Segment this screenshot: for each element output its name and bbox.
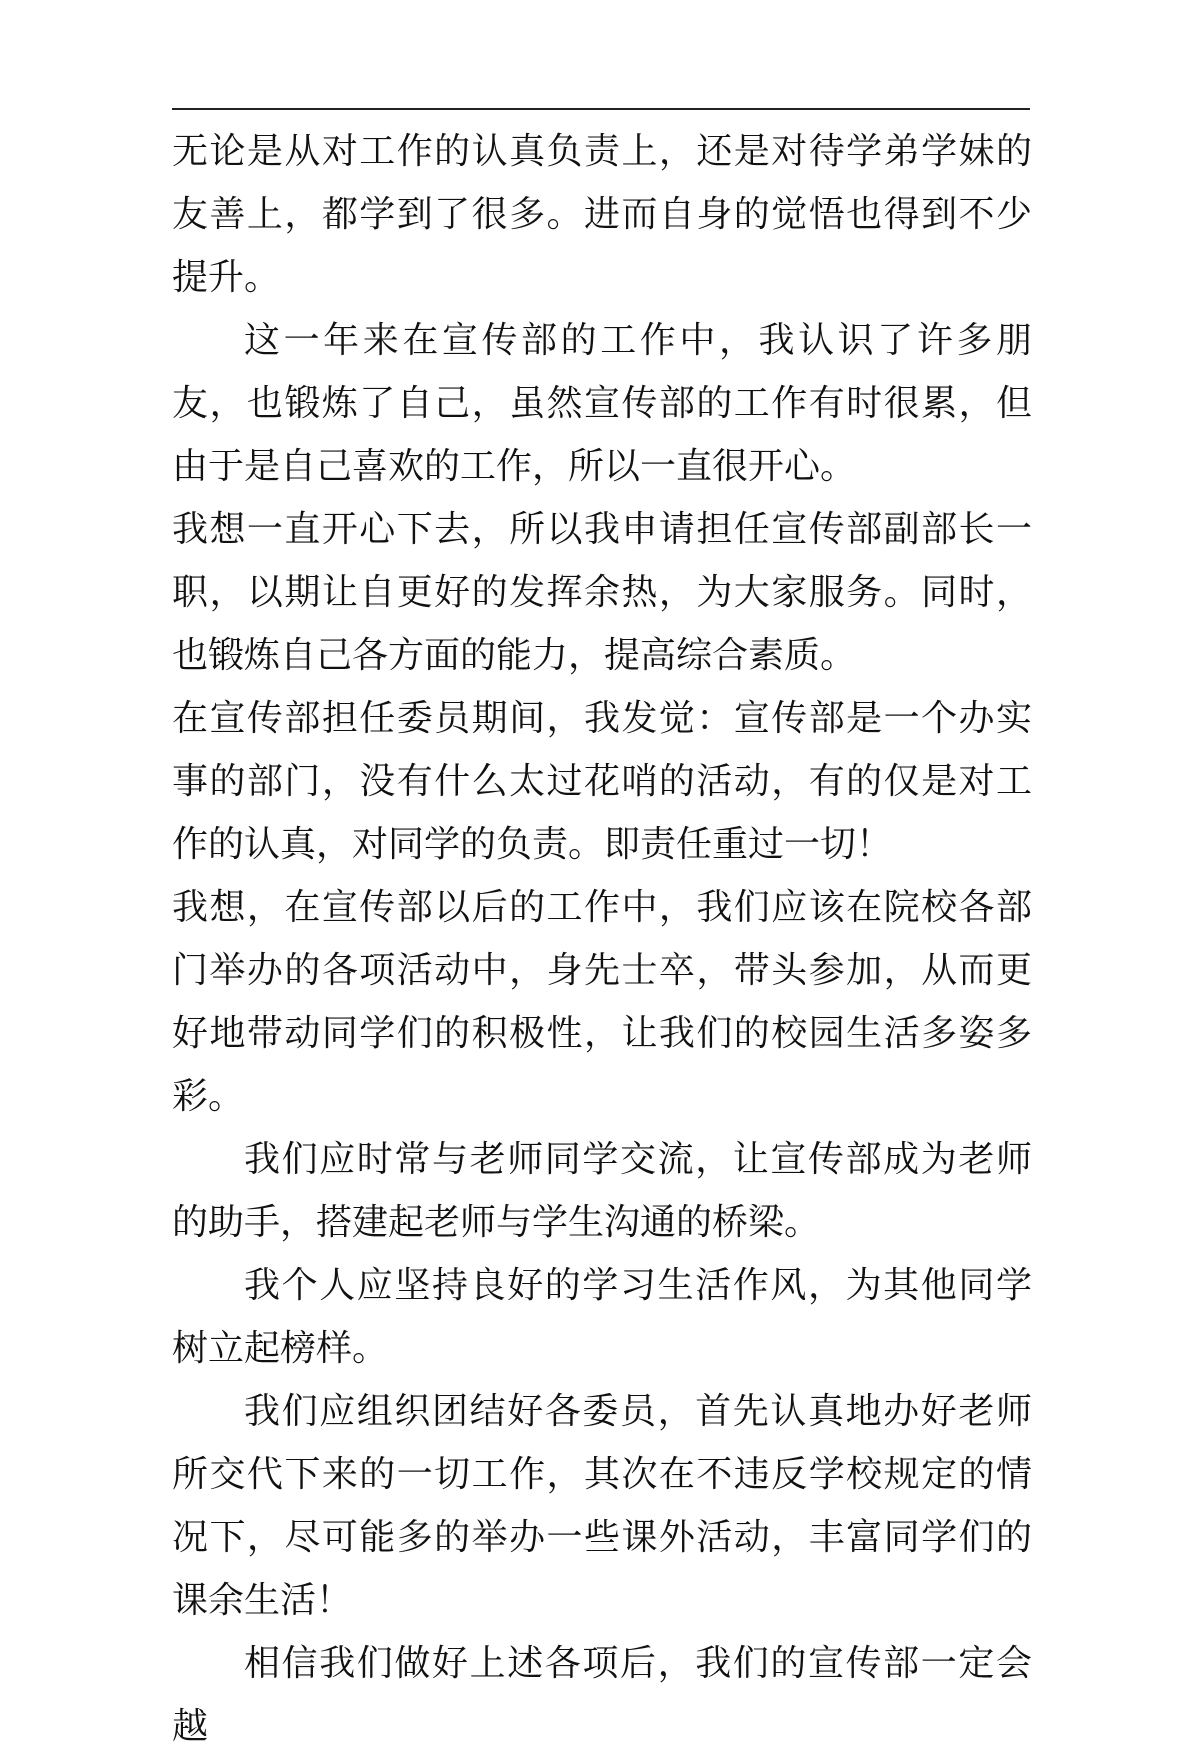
paragraph: 我想一直开心下去，所以我申请担任宣传部副部长一职，以期让自更好的发挥余热，为大家服务。同时，也锻炼自己各方面的能力，提高综合素质。 <box>172 509 1032 676</box>
paragraph: 相信我们做好上述各项后，我们的宣传部一定会越 <box>172 1643 1032 1747</box>
paragraph: 我想，在宣传部以后的工作中，我们应该在院校各部门举办的各项活动中，身先士卒，带头参加，从而更好地带动同学们的积极性，让我们的校园生活多姿多彩。 <box>172 887 1032 1117</box>
paragraph: 这一年来在宣传部的工作中，我认识了许多朋友，也锻炼了自己，虽然宣传部的工作有时很累，但由于是自己喜欢的工作，所以一直很开心。 <box>172 320 1032 487</box>
paragraph: 我个人应坚持良好的学习生活作风，为其他同学树立起榜样。 <box>172 1265 1032 1369</box>
paragraph: 无论是从对工作的认真负责上，还是对待学弟学妹的友善上，都学到了很多。进而自身的觉悟也得到不少提升。 <box>172 131 1032 298</box>
paragraph: 我们应时常与老师同学交流，让宣传部成为老师的助手，搭建起老师与学生沟通的桥梁。 <box>172 1139 1032 1243</box>
paragraph: 在宣传部担任委员期间，我发觉：宣传部是一个办实事的部门，没有什么太过花哨的活动，有的仅是对工作的认真，对同学的负责。即责任重过一切！ <box>172 698 1032 865</box>
paragraph: 我们应组织团结好各委员，首先认真地办好老师所交代下来的一切工作，其次在不违反学校规定的情况下，尽可能多的举办一些课外活动，丰富同学们的课余生活！ <box>172 1391 1032 1621</box>
header-rule <box>172 108 1030 110</box>
body-text <box>172 120 1032 1758</box>
